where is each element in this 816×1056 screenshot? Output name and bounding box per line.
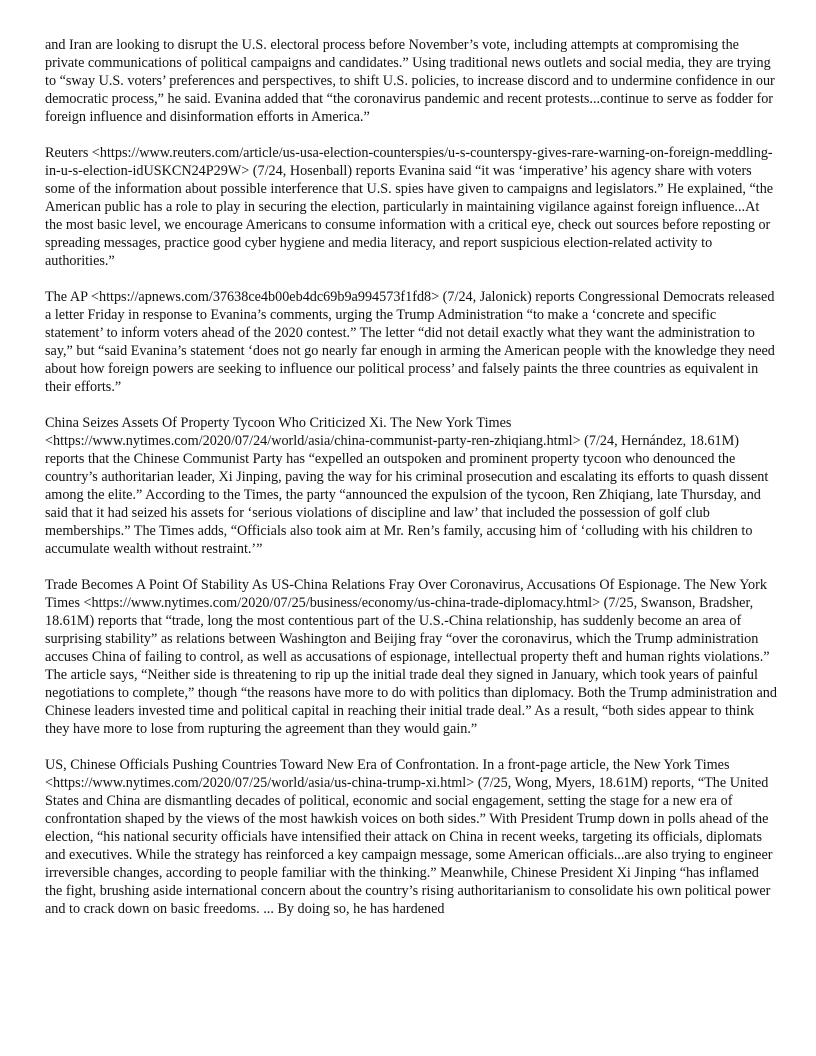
paragraph-ap-democrats-letter: The AP <https://apnews.com/37638ce4b00eb4dc69b9a994573f1fd8> (7/24, Jalonick) reports Congressional Democrats released a letter Friday in response to Evanina’s comments, urging the Trump Administration “to make a ‘concrete and specific statement’ to inform voters ahead of the 2020 contest.” The letter “did not detail exactly what they want the administration to say,” but “said Evanina’s statement ‘does not go nearly far enough in arming the American people with the knowledge they need about how foreign powers are seeking to influence our political process’ and falsely paints the three countries as equivalent in their efforts.” [45, 289, 775, 395]
paragraph-reuters-evanina: Reuters <https://www.reuters.com/article/us-usa-election-counterspies/u-s-counterspy-gives-rare-warning-on-foreign-meddling-in-u-s-election-idUSKCN24P29W> (7/24, Hosenball) reports Evanina said “it was ‘imperative’ his agency share with voters some of the information about possible interference that U.S. spies have given to campaigns and legislators.” He explained, “the American public has a role to play in securing the election, particularly in maintaining vigilance against foreign influence...At the most basic level, we encourage Americans to consume information with a critical eye, check out sources before reposting or spreading messages, practice good cyber hygiene and media literacy, and report suspicious election-related activity to authorities.” [45, 145, 774, 269]
paragraph-new-era-confrontation: US, Chinese Officials Pushing Countries Toward New Era of Confrontation. In a front-page article, the New York Times <https://www.nytimes.com/2020/07/25/world/asia/us-china-trump-xi.html> (7/25, Wong, Myers, 18.61M) reports, “The United States and China are dismantling decades of political, economic and social engagement, setting the stage for a new era of confrontation shaped by the views of the most hawkish voices on both sides.” With President Trump down in polls ahead of the election, “his national security officials have intensified their attack on China in recent weeks, targeting its officials, diplomats and executives. While the strategy has reinforced a key campaign message, some American officials...are also trying to engineer irreversible changes, according to people familiar with the thinking.” Meanwhile, Chinese President Xi Jinping “has inflamed the fight, brushing aside international concern about the country’s rising authoritarianism to consolidate his own political power and to crack down on basic freedoms. ... By doing so, he has hardened [45, 757, 773, 917]
paragraph-election-interference: and Iran are looking to disrupt the U.S. electoral process before November’s vote, including attempts at compromising the private communications of political campaigns and candidates.” Using traditional news outlets and social media, they are trying to “sway U.S. voters’ preferences and perspectives, to shift U.S. policies, to increase discord and to undermine confidence in our democratic process,” he said. Evanina added that “the coronavirus pandemic and recent protests...continue to serve as fodder for foreign influence and disinformation efforts in America.” [45, 37, 775, 125]
paragraph-trade-stability: Trade Becomes A Point Of Stability As US-China Relations Fray Over Coronavirus, Accusations Of Espionage. The New York Times <https://www.nytimes.com/2020/07/25/business/economy/us-china-trade-diplomacy.html> (7/25, Swanson, Bradsher, 18.61M) reports that “trade, long the most contentious part of the U.S.-China relationship, has suddenly become an area of surprising stability” as relations between Washington and Beijing fray “over the coronavirus, which the Trump administration accuses China of failing to control, as well as accusations of espionage, intellectual property theft and human rights violations.” The article says, “Neither side is threatening to rip up the initial trade deal they signed in January, which took years of painful negotiations to complete,” though “the reasons have more to do with politics than diplomacy. Both the Trump administration and Chinese leaders invested time and political capital in reaching their initial trade deal.” As a result, “both sides appear to think they have more to lose from rupturing the agreement than they would gain.” [45, 577, 777, 737]
paragraph-china-seizes-assets: China Seizes Assets Of Property Tycoon Who Criticized Xi. The New York Times <https://www.nytimes.com/2020/07/24/world/asia/china-communist-party-ren-zhiqiang.html> (7/24, Hernández, 18.61M) reports that the Chinese Communist Party has “expelled an outspoken and prominent property tycoon who denounced the country’s authoritarian leader, Xi Jinping, paving the way for his criminal prosecution and escalating its efforts to quash dissent among the elite.” According to the Times, the party “announced the expulsion of the tycoon, Ren Zhiqiang, late Thursday, and said that it had seized his assets for ‘serious violations of discipline and law’ that included the possession of golf club memberships.” The Times adds, “Officials also took aim at Mr. Ren’s family, accusing him of ‘colluding with his children to accumulate wealth without restraint.’” [45, 415, 769, 557]
document-page [45, 36, 777, 918]
